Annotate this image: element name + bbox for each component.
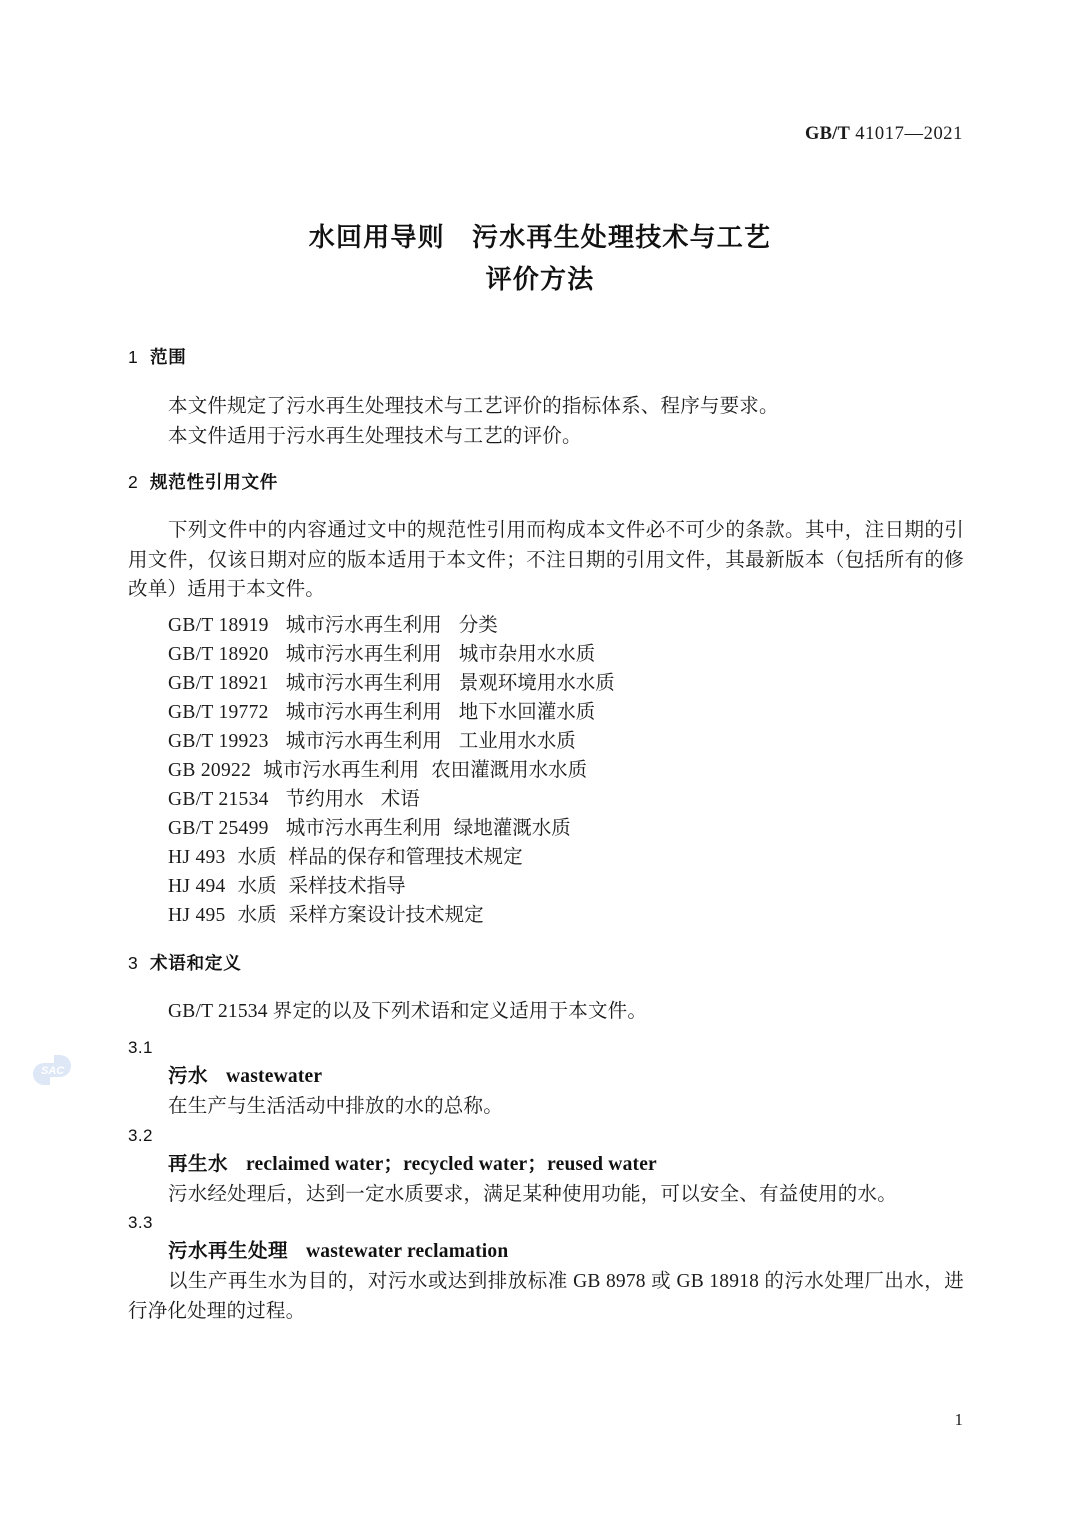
clause-title-2: 规范性引用文件 — [150, 472, 279, 492]
reference-id: HJ 495 — [168, 904, 226, 926]
clause-number-2: 2 — [128, 472, 139, 492]
reference-subtitle: 采样技术指导 — [288, 875, 406, 897]
clause-heading-2 — [128, 469, 964, 495]
reference-item — [168, 727, 964, 756]
term-name-cn: 污水再生处理 — [168, 1240, 289, 1262]
reference-id: HJ 493 — [168, 846, 226, 868]
title-line-2: 评价方法 — [485, 264, 595, 294]
term-number-3-2: 3.2 — [128, 1125, 153, 1145]
document-body — [128, 344, 964, 1326]
reference-subtitle: 景观环境用水水质 — [458, 672, 615, 694]
term-name-en: reclaimed water；recycled water；reused water — [246, 1153, 657, 1175]
reference-title: 城市污水再生利用 — [263, 759, 420, 781]
reference-item — [168, 843, 964, 872]
clause-number-3: 3 — [128, 952, 139, 973]
clause-heading-1 — [128, 344, 964, 370]
reference-item — [168, 872, 964, 901]
term-definition-3-2: 污水经处理后，达到一定水质要求，满足某种使用功能，可以安全、有益使用的水。 — [168, 1183, 897, 1205]
reference-subtitle: 地下水回灌水质 — [458, 701, 596, 723]
term-name-en: wastewater — [226, 1066, 323, 1087]
reference-subtitle: 工业用水水质 — [458, 730, 576, 752]
reference-item — [168, 669, 964, 698]
reference-title: 城市污水再生利用 — [285, 614, 442, 636]
term-definition-3-1: 在生产与生活活动中排放的水的总称。 — [168, 1096, 503, 1117]
reference-title: 节约用水 — [285, 788, 364, 810]
reference-id: GB/T 18921 — [168, 672, 269, 694]
reference-id: GB/T 21534 — [168, 788, 269, 810]
reference-item — [168, 611, 964, 640]
reference-title: 城市污水再生利用 — [285, 701, 442, 723]
reference-subtitle: 采样方案设计技术规定 — [288, 904, 484, 926]
clause-number-1: 1 — [128, 347, 139, 367]
reference-title: 城市污水再生利用 — [285, 643, 442, 665]
reference-item — [168, 640, 964, 669]
term-heading-3-3 — [168, 1236, 964, 1267]
normative-references-list — [128, 611, 964, 930]
clause-1-paragraph-2: 本文件适用于污水再生处理技术与工艺的评价。 — [168, 425, 582, 447]
term-name-cn: 再生水 — [168, 1152, 229, 1175]
page-title — [0, 216, 1080, 300]
standard-prefix: GB/T — [804, 124, 850, 144]
reference-subtitle: 样品的保存和管理技术规定 — [288, 846, 523, 868]
reference-id: GB/T 19923 — [168, 730, 269, 752]
page-number: 1 — [954, 1410, 963, 1429]
reference-title: 城市污水再生利用 — [285, 730, 442, 752]
reference-id: GB/T 18919 — [168, 614, 269, 636]
clause-1-paragraph-1: 本文件规定了污水再生处理技术与工艺评价的指标体系、程序与要求。 — [168, 396, 779, 417]
title-line-1: 水回用导则 污水再生处理技术与工艺 — [308, 222, 772, 252]
term-heading-3-2 — [168, 1149, 964, 1180]
running-header-standard-code: GB/T 41017—2021 — [804, 124, 963, 144]
term-number-3-1: 3.1 — [128, 1038, 153, 1057]
sac-watermark-logo — [33, 1049, 75, 1091]
reference-item — [168, 785, 964, 814]
reference-title: 城市污水再生利用 — [285, 672, 442, 694]
clause-2-paragraph-1: 下列文件中的内容通过文中的规范性引用而构成本文件必不可少的条款。其中，注日期的引用文件，仅该日期对应的版本适用于本文件；不注日期的引用文件，其最新版本（包括所有的修改单）适用于本文件。 — [128, 520, 964, 600]
reference-title: 水质 — [237, 875, 277, 897]
reference-id: GB 20922 — [168, 759, 252, 781]
term-heading-3-1 — [168, 1061, 964, 1092]
term-name-cn: 污水 — [168, 1065, 209, 1087]
term-definition-3-3: 以生产再生水为目的，对污水或达到排放标准 GB 8978 或 GB 18918 的污水处理厂出水，进行净化处理的过程。 — [128, 1271, 964, 1322]
reference-id: HJ 494 — [168, 875, 226, 897]
clause-heading-3 — [128, 950, 964, 976]
reference-item — [168, 814, 964, 843]
clause-3-paragraph-1: GB/T 21534 界定的以及下列术语和定义适用于本文件。 — [168, 1000, 648, 1022]
reference-title: 水质 — [237, 846, 277, 868]
reference-item — [168, 698, 964, 727]
reference-item — [168, 756, 964, 785]
reference-subtitle: 绿地灌溉水质 — [453, 817, 571, 839]
reference-subtitle: 城市杂用水水质 — [458, 643, 596, 665]
term-number-3-3: 3.3 — [128, 1213, 153, 1232]
reference-subtitle: 术语 — [380, 788, 420, 810]
clause-title-1: 范围 — [150, 347, 187, 367]
standard-number: 41017 — [855, 124, 905, 144]
term-name-en: wastewater reclamation — [306, 1241, 509, 1262]
reference-id: GB/T 25499 — [168, 817, 269, 839]
reference-subtitle: 农田灌溉用水水质 — [431, 759, 588, 781]
standard-year: 2021 — [923, 124, 963, 144]
reference-title: 水质 — [237, 904, 277, 926]
reference-item — [168, 901, 964, 930]
reference-id: GB/T 19772 — [168, 701, 269, 723]
reference-title: 城市污水再生利用 — [285, 817, 442, 839]
clause-title-3: 术语和定义 — [150, 952, 242, 973]
reference-id: GB/T 18920 — [168, 643, 269, 665]
svg-text:SAC: SAC — [41, 1065, 65, 1077]
reference-subtitle: 分类 — [458, 614, 498, 636]
